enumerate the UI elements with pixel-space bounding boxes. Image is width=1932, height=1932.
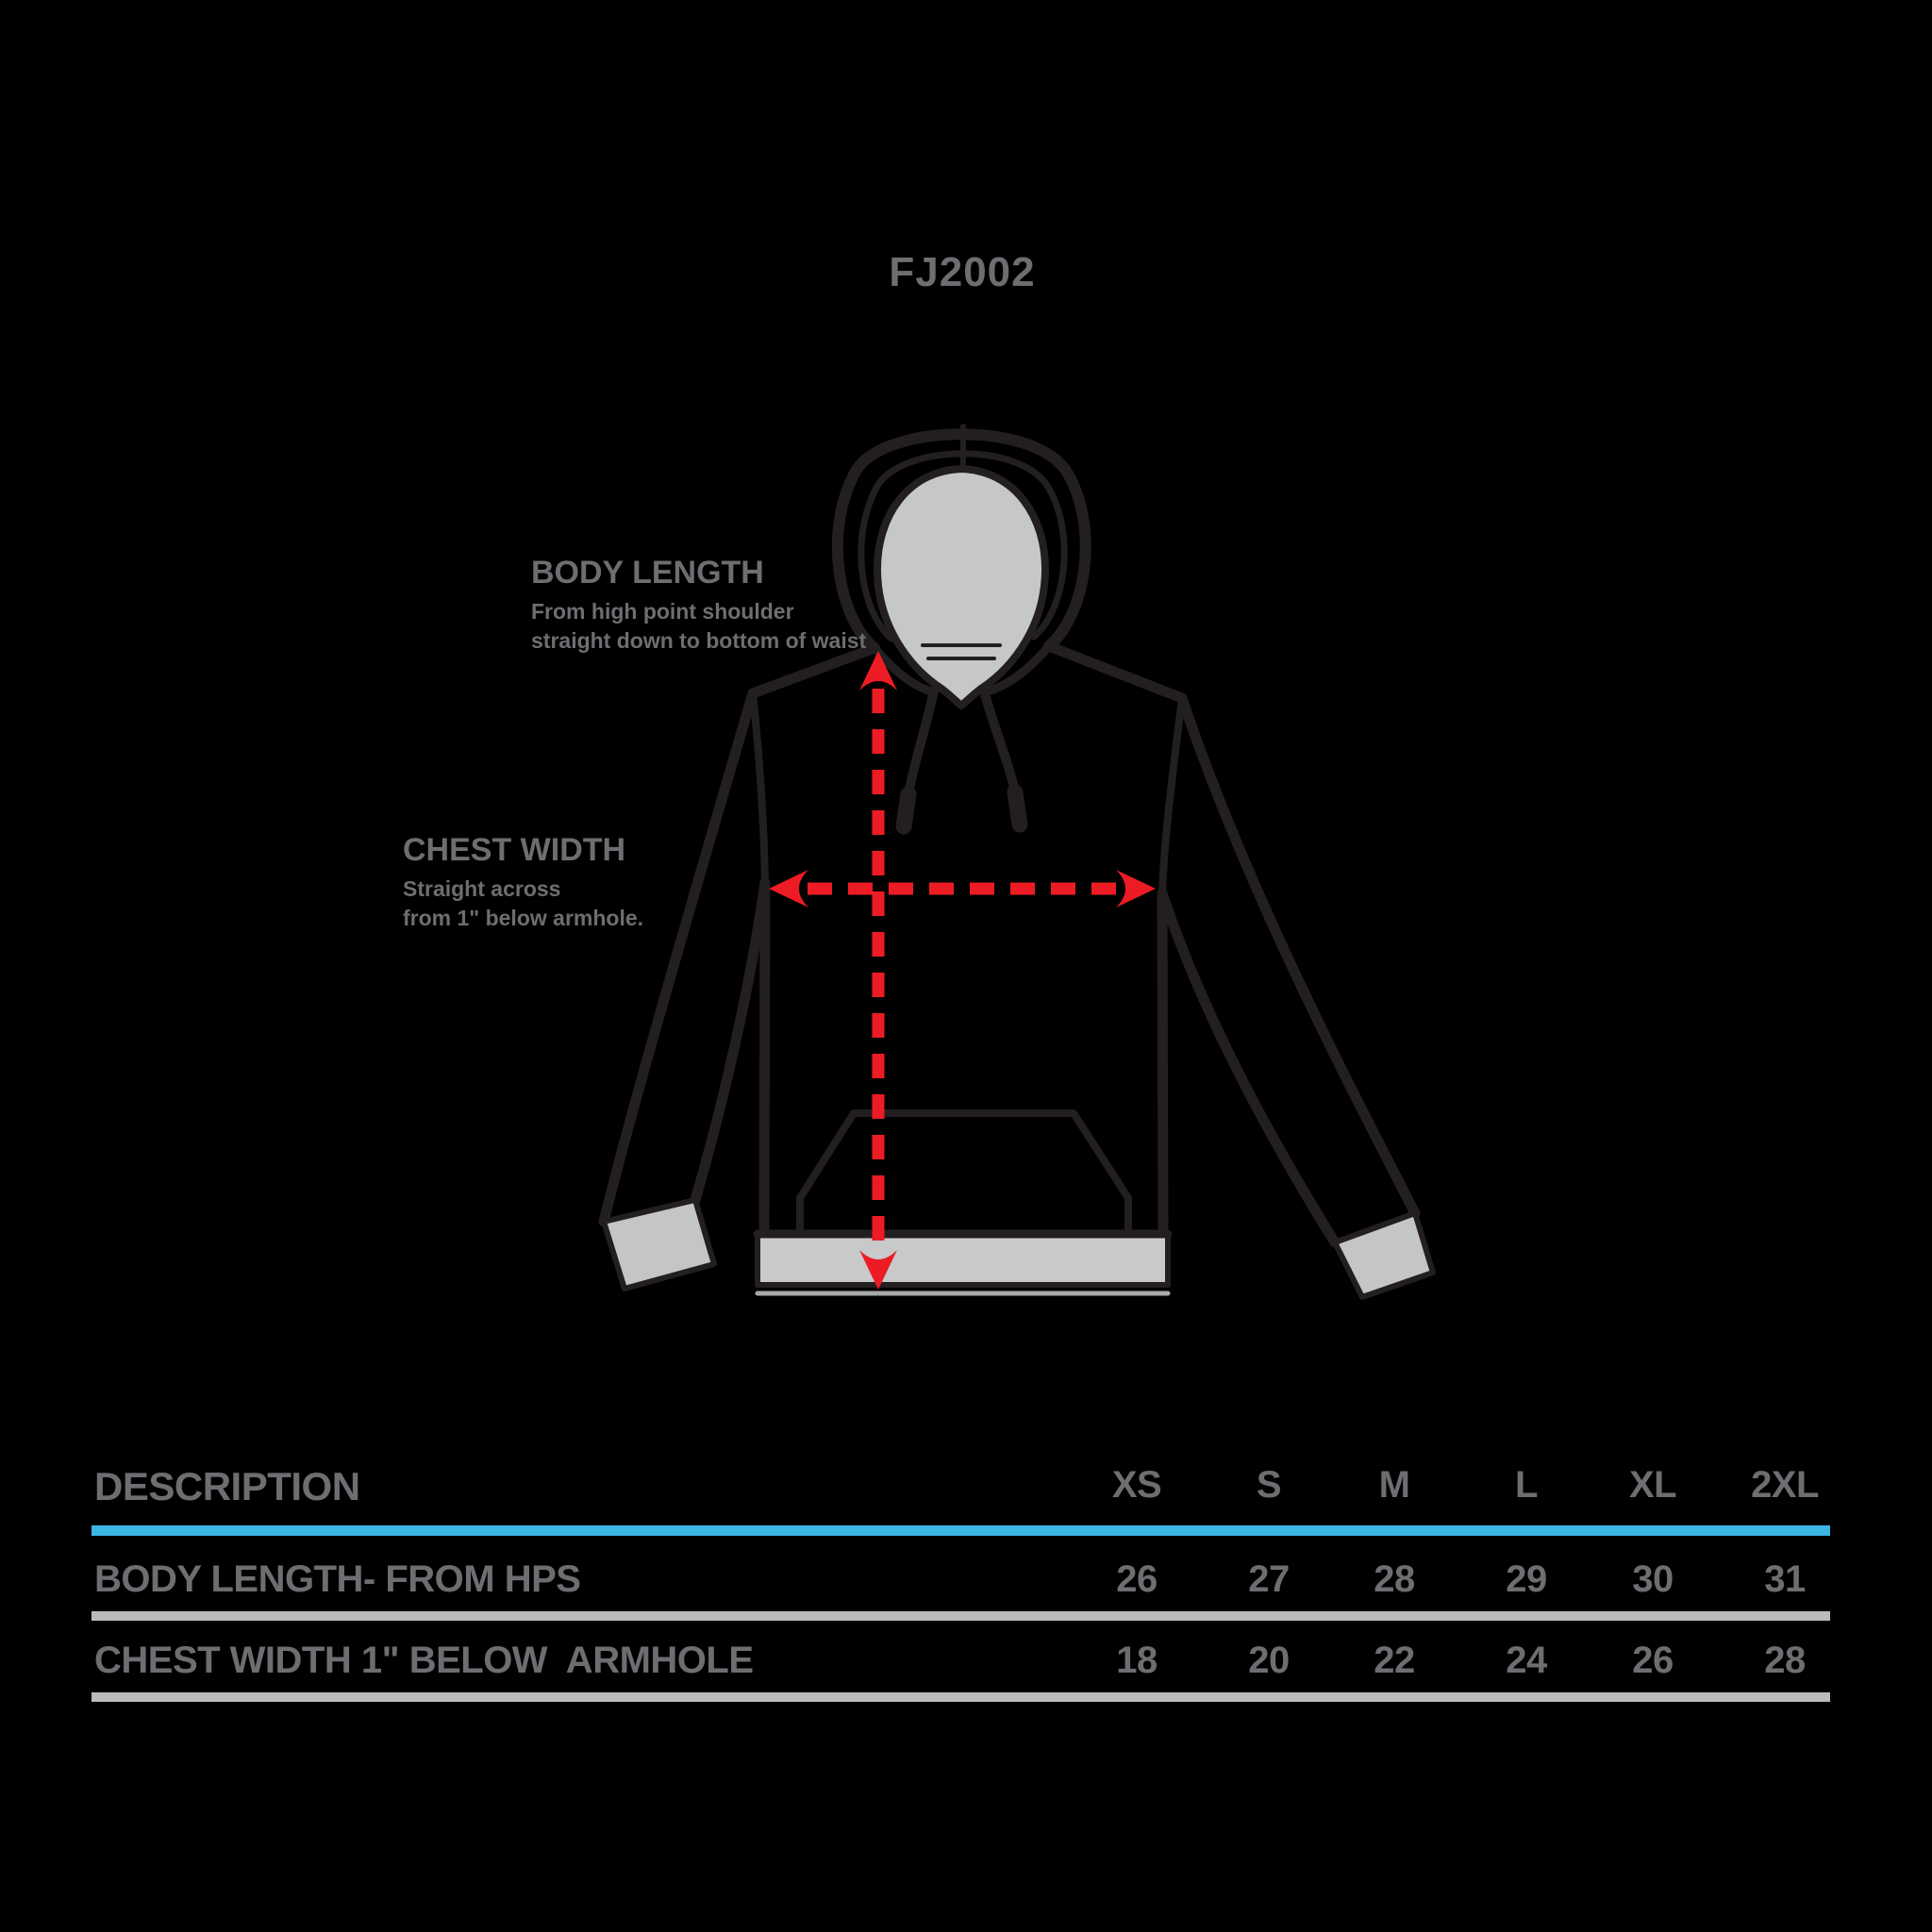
table-cell: 31 [1764,1558,1806,1600]
table-cell: 28 [1374,1558,1415,1600]
table-cell: 18 [1116,1640,1158,1681]
kangaroo-pocket [800,1113,1128,1234]
body-length-arrow [859,651,897,1290]
chest-width-arrow [769,870,1156,908]
table-header-size: XL [1628,1464,1677,1506]
chest-width-note-line1: Straight across [403,876,561,901]
table-cell: 26 [1632,1640,1674,1681]
left-sleeve [604,693,765,1222]
body-length-note-line1: From high point shoulder [531,599,794,624]
right-sleeve [1162,698,1415,1242]
table-cell: 26 [1116,1558,1158,1600]
table-rule-gray [92,1611,1830,1621]
left-cuff [604,1200,714,1289]
drawstrings [904,691,1020,826]
product-code: FJ2002 [889,249,1036,295]
table-row-label: CHEST WIDTH 1" BELOW ARMHOLE [94,1640,754,1681]
arrowhead-right [1116,870,1156,908]
table-cell: 27 [1248,1558,1290,1600]
table-rule-gray [92,1692,1830,1702]
table-cell: 30 [1632,1558,1674,1600]
table-header-description: DESCRIPTION [94,1464,360,1508]
chest-width-label: CHEST WIDTH [403,832,626,868]
body-length-label-block [531,555,890,656]
table-cell: 20 [1248,1640,1290,1681]
table-cell: 24 [1506,1640,1547,1681]
right-cuff [1335,1213,1433,1297]
chest-width-label-block [403,832,761,933]
table-header-size: XS [1111,1464,1162,1506]
table-rule-blue [92,1525,1830,1536]
body-length-label: BODY LENGTH [531,555,764,591]
table-cell: 29 [1506,1558,1547,1600]
table-cell: 28 [1764,1640,1806,1681]
table-cell: 22 [1374,1640,1415,1681]
table-header-size: S [1256,1464,1282,1506]
waistband [758,1234,1168,1293]
table-header-size: L [1515,1464,1538,1506]
torso-outline [753,646,1182,1234]
body-length-note-line2: straight down to bottom of waist [531,628,867,653]
table-header-size: M [1378,1464,1410,1506]
table-row-label: BODY LENGTH- FROM HPS [94,1558,581,1600]
arrowhead-left [769,870,808,908]
chest-width-note-line2: from 1" below armhole. [403,906,644,930]
table-header-size: 2XL [1751,1464,1819,1506]
